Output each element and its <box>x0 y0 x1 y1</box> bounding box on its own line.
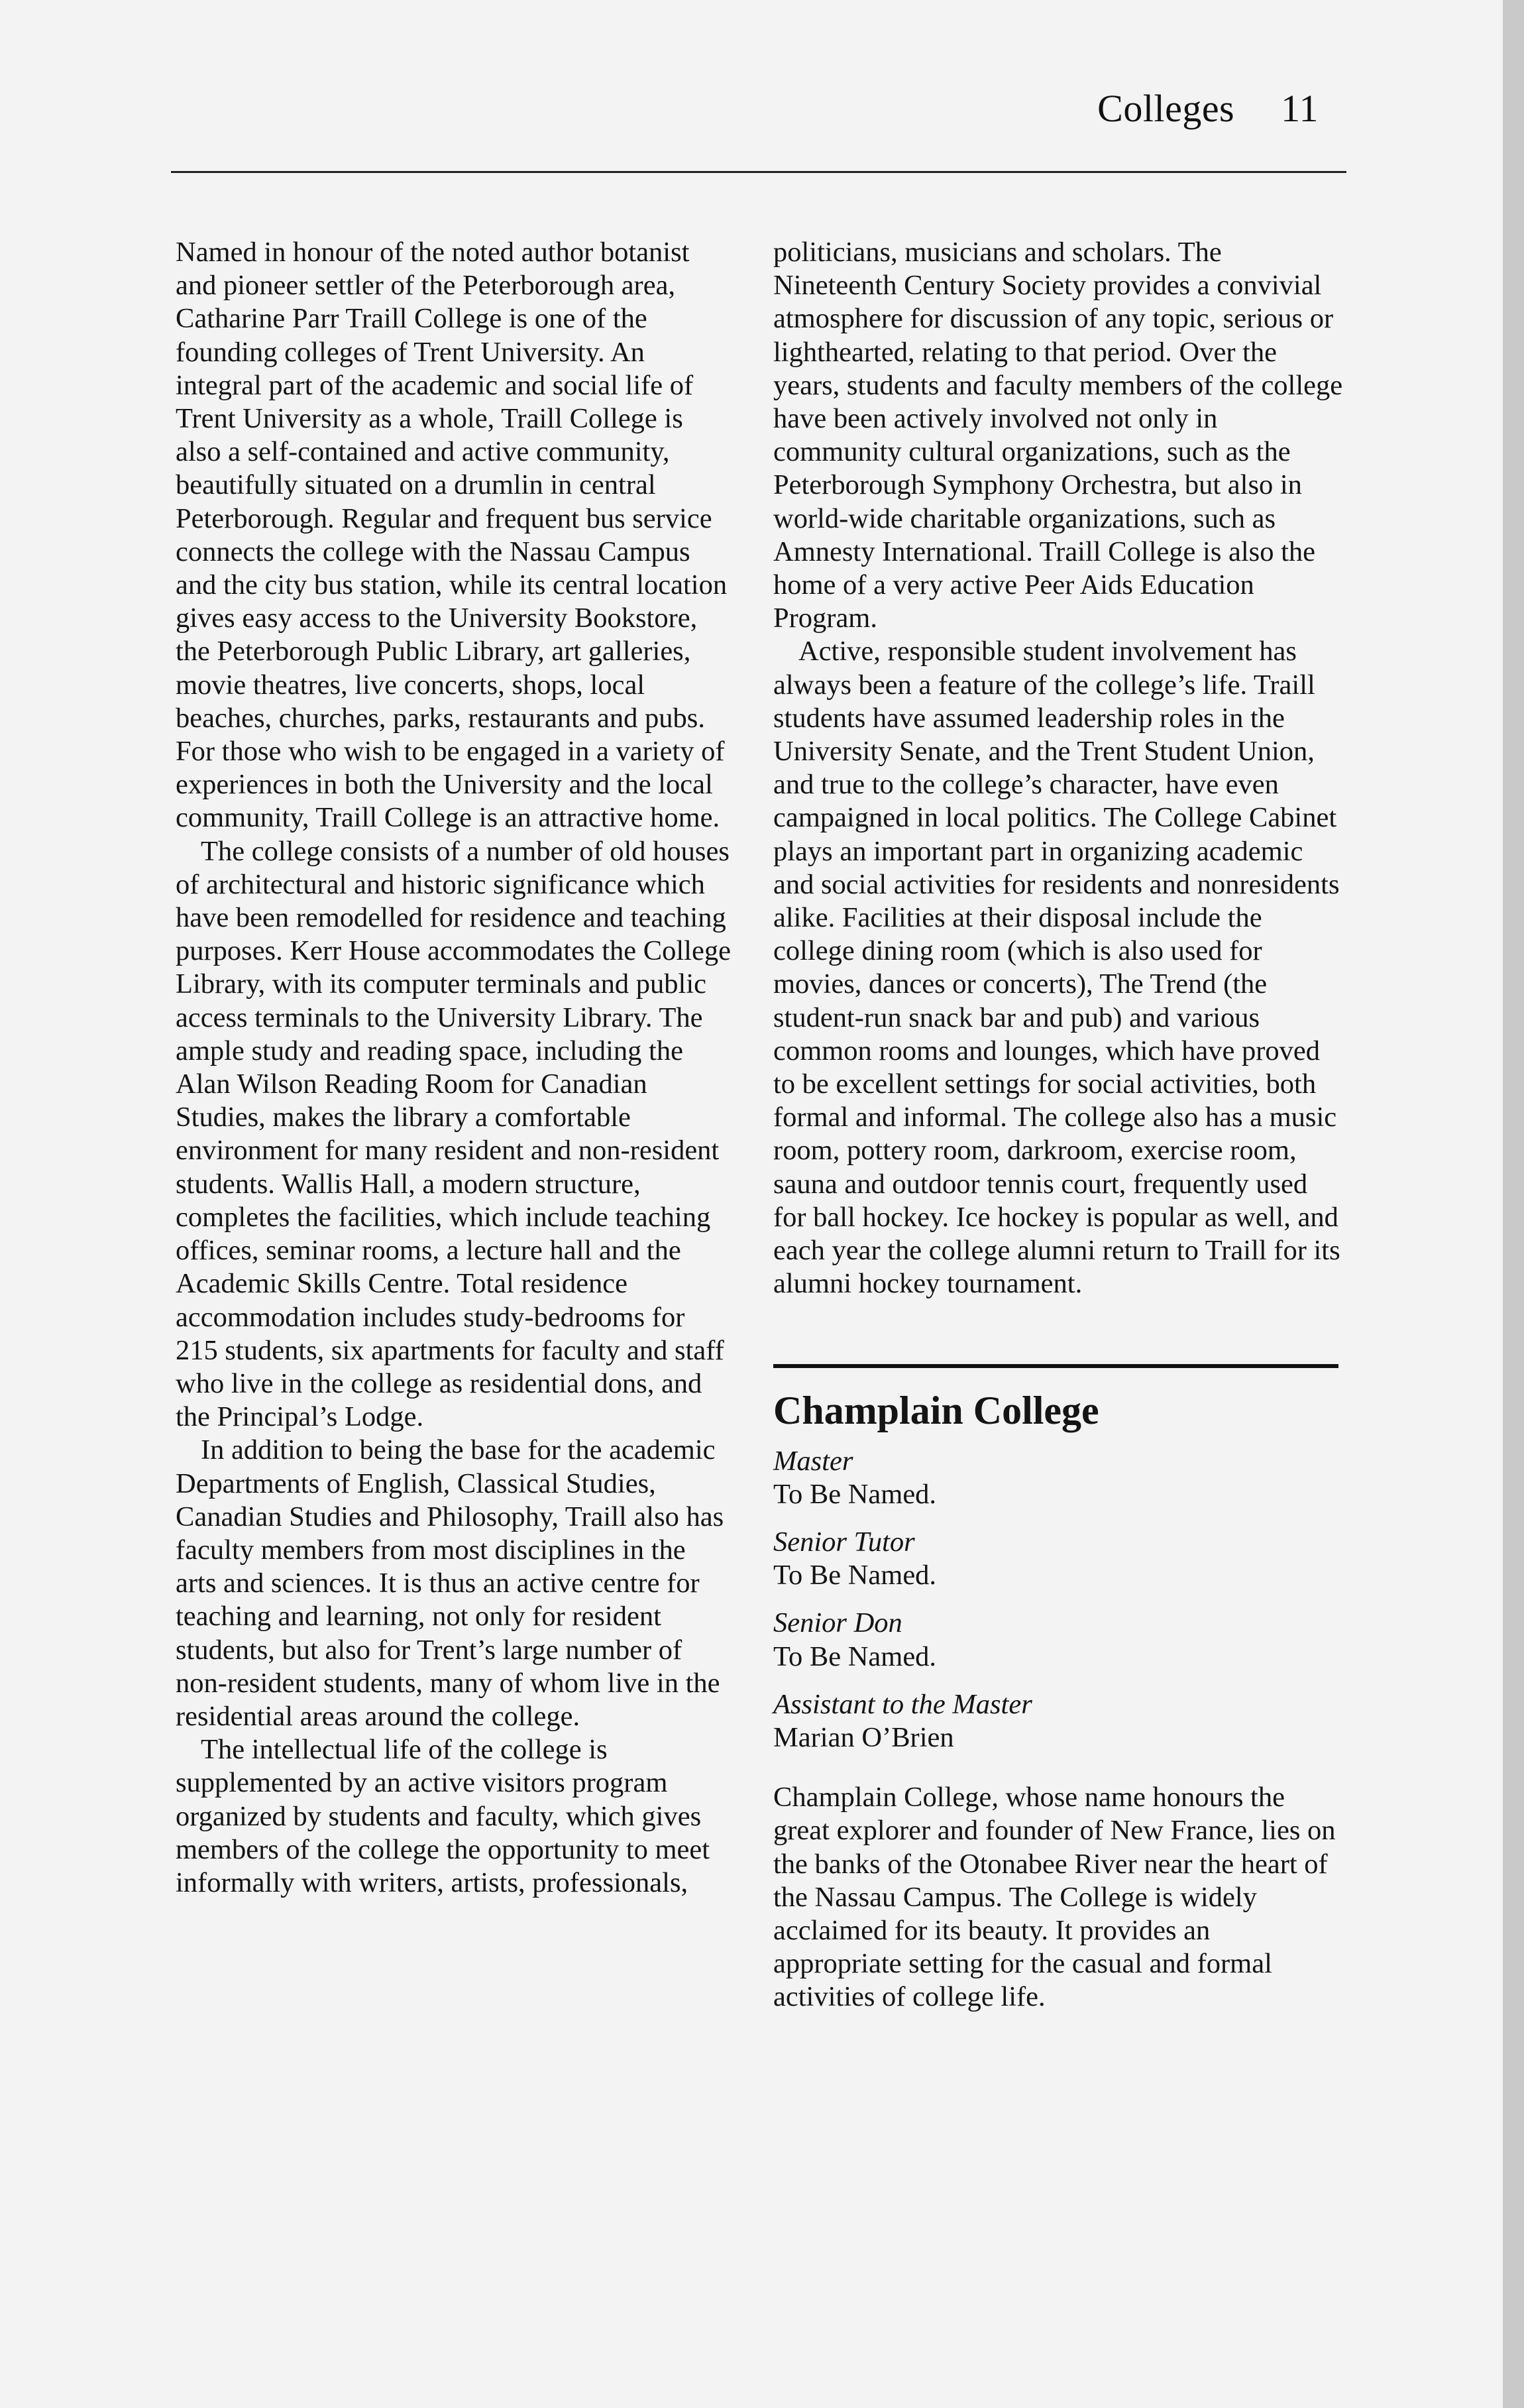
paragraph: politicians, musicians and scholars. The Nineteenth Century Society provides a convivial atmosphere for discussion of any topic, serious or lighthearted, relating to that period. Over the years, students and faculty members of the college have been actively involved not only in community cultural organizations, such as the Peterborough Symphony Orchestra, but also in world-wide charitable organizations, such as Amnesty International. Traill College is also the home of a very active Peer Aids Education Program. <box>773 237 1343 634</box>
staff-role: Master <box>773 1445 853 1477</box>
paragraph: The intellectual life of the college is supplemented by an active visitors program organized by students and faculty, which gives members of the college the opportunity to meet informally with writers, artists, professionals, <box>176 1734 710 1898</box>
paragraph: The college consists of a number of old houses of architectural and historic significance which have been remodelled for residence and teaching purposes. Kerr House accommodates the College Library, with its computer terminals and public access terminals to the University Library. The ample study and reading space, including the Alan Wilson Reading Room for Canadian Studies, makes the library a comfortable environment for many resident and non-resident students. Wallis Hall, a modern structure, completes the facilities, which include teaching offices, seminar rooms, a lecture hall and the Academic Skills Centre. Total residence accommodation includes study-bedrooms for 215 students, six apartments for faculty and staff who live in the college as residential dons, and the Principal’s Lodge. <box>176 835 731 1433</box>
staff-role: Assistant to the Master <box>773 1688 1032 1720</box>
page-edge-shadow <box>1503 0 1524 2408</box>
section-intro-paragraph: Champlain College, whose name honours the great explorer and founder of New France, lies on the banks of the Otonabee River near the heart of the Nassau Campus. The College is widely acclaimed for its beauty. It provides an appropriate setting for the casual and formal activities of college life. <box>773 1782 1336 2013</box>
staff-role: Senior Tutor <box>773 1526 915 1558</box>
staff-name: To Be Named. <box>773 1640 937 1672</box>
running-header <box>1097 86 1319 131</box>
page-number: 11 <box>1281 87 1319 130</box>
section-title-header: Colleges <box>1097 87 1235 130</box>
paragraph: Named in honour of the noted author botanist and pioneer settler of the Peterborough area, Catharine Parr Traill College is one of the founding colleges of Trent University. An integral part of the academic and social life of Trent University as a whole, Traill College is also a self-contained and active community, beautifully situated on a drumlin in central Peterborough. Regular and frequent bus service connects the college with the Nassau Campus and the city bus station, while its central location gives easy access to the University Bookstore, the Peterborough Public Library, art galleries, movie theatres, live concerts, shops, local beaches, churches, parks, restaurants and pubs. For those who wish to be engaged in a variety of experiences in both the University and the local community, Traill College is an attractive home. <box>176 237 728 834</box>
staff-name: To Be Named. <box>773 1478 937 1510</box>
right-column <box>773 236 1343 2014</box>
staff-list <box>773 1445 1343 1755</box>
header-rule <box>171 171 1346 173</box>
staff-name: To Be Named. <box>773 1560 937 1591</box>
section-rule <box>773 1364 1338 1368</box>
section-heading: Champlain College <box>773 1388 1099 1432</box>
paragraph: In addition to being the base for the academic Departments of English, Classical Studies, Canadian Studies and Philosophy, Traill also has faculty members from most disciplines in the arts and sciences. It is thus an active centre for teaching and learning, not only for resident students, but also for Trent’s large number of non-resident students, many of whom live in the residential areas around the college. <box>176 1434 724 1732</box>
left-column <box>176 236 732 1900</box>
staff-name: Marian O’Brien <box>773 1721 954 1753</box>
paragraph: Active, responsible student involvement has always been a feature of the college’s life. Traill students have assumed leadership roles in the University Senate, and the Trent Student Union, and true to the college’s character, have even campaigned in local politics. The College Cabinet plays an important part in organizing academic and social activities for residents and nonresidents alike. Facilities at their disposal include the college dining room (which is also used for movies, dances or concerts), The Trend (the student-run snack bar and pub) and various common rooms and lounges, which have proved to be excellent settings for social activities, both formal and informal. The college also has a music room, pottery room, darkroom, exercise room, sauna and outdoor tennis court, frequently used for ball hockey. Ice hockey is popular as well, and each year the college alumni return to Traill for its alumni hockey tournament. <box>773 636 1340 1300</box>
staff-role: Senior Don <box>773 1607 902 1639</box>
